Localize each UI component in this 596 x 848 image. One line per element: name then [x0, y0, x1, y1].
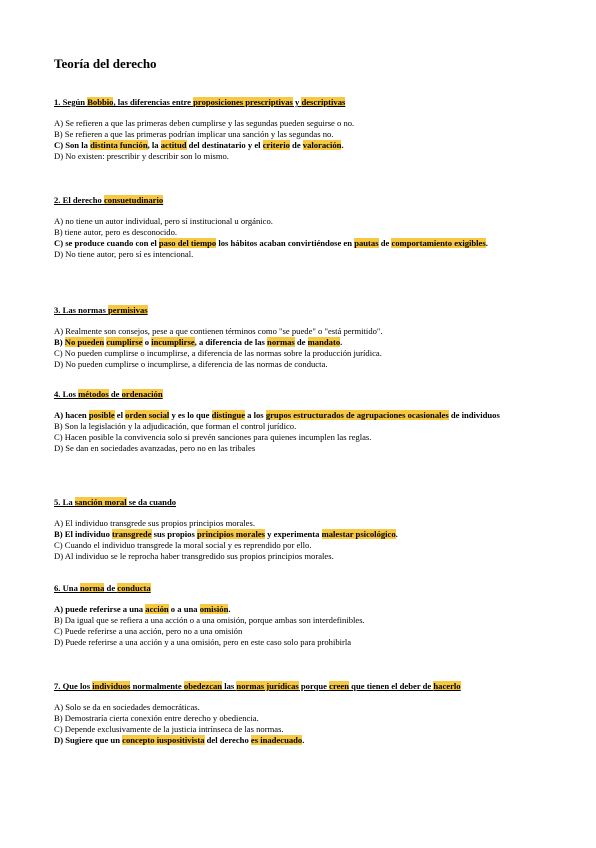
question-heading — [54, 195, 554, 206]
question-heading — [54, 681, 554, 692]
question-7 — [54, 681, 554, 746]
text-segment: . — [228, 604, 231, 614]
answer-option-correct — [54, 337, 554, 348]
highlighted-text: sanción moral — [74, 497, 127, 507]
question-heading — [54, 389, 554, 400]
text-segment: y es lo que — [169, 410, 212, 420]
highlighted-text: creen — [329, 681, 350, 691]
highlighted-text: acción — [145, 604, 169, 614]
text-segment: A) Solo se da en sociedades democráticas. — [54, 702, 200, 712]
answer-option — [54, 129, 554, 140]
highlighted-text: métodos — [78, 389, 109, 399]
answer-option — [54, 348, 554, 359]
highlighted-text: hacerlo — [433, 681, 461, 691]
answer-option — [54, 518, 554, 529]
question-2 — [54, 195, 554, 260]
text-segment: B) El individuo — [54, 529, 113, 539]
text-segment: C) Hacen posible la convivencia solo si prevén sanciones para quienes incumplen las reglas. — [54, 432, 372, 442]
text-segment: o — [142, 337, 152, 347]
text-segment: D) Puede referirse a una acción y a una omisión, pero en este caso solo para prohibirla — [54, 637, 352, 647]
text-segment: de individuos — [448, 410, 500, 420]
answer-option — [54, 227, 554, 238]
answer-option — [54, 626, 554, 637]
text-segment: 5. La — [54, 497, 75, 507]
text-segment: C) Cuando el individuo transgrede la moral social y es reprendido por ello. — [54, 540, 312, 550]
highlighted-text: concepto iuspositivista — [122, 735, 205, 745]
text-segment: D) No pueden cumplirse o incumplirse, a diferencia de las normas de conducta. — [54, 359, 328, 369]
text-segment: C) Puede referirse a una acción, pero no a una omisión — [54, 626, 243, 636]
answer-option — [54, 551, 554, 562]
highlighted-text: comportamiento exigibles — [391, 238, 486, 248]
highlighted-text: paso del tiempo — [158, 238, 217, 248]
highlighted-text: incumplirse — [151, 337, 195, 347]
highlighted-text: pautas — [354, 238, 379, 248]
highlighted-text: permisivas — [107, 305, 148, 315]
answer-option-correct — [54, 604, 554, 615]
text-segment: de — [294, 337, 308, 347]
answer-option — [54, 702, 554, 713]
question-heading — [54, 497, 554, 508]
answer-option — [54, 421, 554, 432]
highlighted-text: transgrede — [112, 529, 152, 539]
answer-option — [54, 713, 554, 724]
answer-option — [54, 249, 554, 260]
text-segment: a los — [245, 410, 266, 420]
text-segment: de — [104, 583, 118, 593]
text-segment: B) Son la legislación y la adjudicación, que forman el control jurídico. — [54, 421, 297, 431]
text-segment: C) No pueden cumplirse o incumplirse, a diferencia de las normas sobre la producción jurídica. — [54, 348, 382, 358]
text-segment: 4. Los — [54, 389, 79, 399]
text-segment: 1. Según — [54, 97, 88, 107]
highlighted-text: descriptivas — [301, 97, 346, 107]
text-segment: que tienen el deber de — [349, 681, 434, 691]
highlighted-text: normas — [267, 337, 295, 347]
text-segment: A) Se refieren a que las primeras deben cumplirse y las segundas pueden seguirse o no. — [54, 118, 355, 128]
text-segment: los hábitos acaban convirtiéndose en — [216, 238, 355, 248]
text-segment: D) Sugiere que un — [54, 735, 123, 745]
text-segment: D) Se dan en sociedades avanzadas, pero no en las tribales — [54, 443, 256, 453]
text-segment: porque — [298, 681, 330, 691]
text-segment: el — [114, 410, 126, 420]
answer-option — [54, 443, 554, 454]
text-segment: . — [341, 140, 344, 150]
text-segment: C) se produce cuando con el — [54, 238, 159, 248]
text-segment: B) tiene autor, pero es desconocido. — [54, 227, 178, 237]
text-segment: 2. El derecho — [54, 195, 104, 205]
text-segment: y — [292, 97, 302, 107]
question-heading — [54, 97, 554, 108]
answer-option-correct — [54, 238, 554, 249]
text-segment: 6. Una — [54, 583, 81, 593]
text-segment: A) no tiene un autor individual, pero sí institucional u orgánico. — [54, 216, 273, 226]
text-segment: . — [340, 337, 343, 347]
answer-option — [54, 724, 554, 735]
text-segment: 3. Las normas — [54, 305, 108, 315]
text-segment: las — [222, 681, 237, 691]
highlighted-text: proposiciones prescriptivas — [193, 97, 293, 107]
text-segment: y experimenta — [265, 529, 322, 539]
text-segment: o a una — [168, 604, 200, 614]
highlighted-text: malestar psicológico — [321, 529, 396, 539]
answer-option — [54, 118, 554, 129]
highlighted-text: es inadecuado — [250, 735, 303, 745]
highlighted-text: posible — [88, 410, 115, 420]
text-segment: D) Al individuo se le reprocha haber transgredido sus propios principios morales. — [54, 551, 334, 561]
highlighted-text: principios morales — [196, 529, 266, 539]
text-segment: B) — [54, 337, 65, 347]
highlighted-text: criterio — [262, 140, 290, 150]
text-segment: B) Demostraría cierta conexión entre derecho y obediencia. — [54, 713, 259, 723]
highlighted-text: omisión — [199, 604, 229, 614]
highlighted-text: conducta — [117, 583, 151, 593]
text-segment: A) El individuo transgrede sus propios principios morales. — [54, 518, 255, 528]
answer-option — [54, 216, 554, 227]
text-segment: B) Da igual que se refiera a una acción o a una omisión, porque ambas son interdefinibles. — [54, 615, 365, 625]
highlighted-text: consuetudinario — [103, 195, 164, 205]
highlighted-text: cumplirse — [106, 337, 143, 347]
text-segment: A) hacen — [54, 410, 89, 420]
text-segment: de — [289, 140, 303, 150]
question-5 — [54, 497, 554, 562]
text-segment: A) puede referirse a una — [54, 604, 146, 614]
text-segment: se da cuando — [126, 497, 177, 507]
text-segment: C) Depende exclusivamente de la justicia intrínseca de las normas. — [54, 724, 284, 734]
highlighted-text: norma — [80, 583, 105, 593]
question-heading — [54, 305, 554, 316]
text-segment: del destinatario y el — [186, 140, 263, 150]
highlighted-text: orden social — [125, 410, 170, 420]
text-segment: sus propios — [151, 529, 197, 539]
highlighted-text: obedezcan — [183, 681, 223, 691]
text-segment: A) Realmente son consejos, pese a que contienen términos como "se puede" o "está permitido". — [54, 326, 383, 336]
question-4 — [54, 389, 554, 454]
answer-option-correct — [54, 410, 554, 421]
text-segment: , las diferencias entre — [113, 97, 194, 107]
highlighted-text: distinta función — [90, 140, 148, 150]
text-segment: , a diferencia de las — [194, 337, 268, 347]
answer-option — [54, 326, 554, 337]
text-segment: del derecho — [204, 735, 251, 745]
highlighted-text: mandato — [307, 337, 341, 347]
highlighted-text: normas jurídicas — [236, 681, 299, 691]
highlighted-text: actitud — [160, 140, 187, 150]
highlighted-text: distingue — [211, 410, 246, 420]
page-title: Teoría del derecho — [54, 56, 157, 71]
answer-option — [54, 540, 554, 551]
question-6 — [54, 583, 554, 648]
answer-option — [54, 637, 554, 648]
question-1 — [54, 97, 554, 162]
highlighted-text: ordenación — [121, 389, 163, 399]
answer-option — [54, 615, 554, 626]
text-segment: , la — [147, 140, 161, 150]
text-segment: 7. Que los — [54, 681, 93, 691]
text-segment: de — [378, 238, 392, 248]
text-segment: C) Son la — [54, 140, 91, 150]
answer-option — [54, 359, 554, 370]
text-segment: B) Se refieren a que las primeras podrían implicar una sanción y las segundas no. — [54, 129, 334, 139]
highlighted-text: No pueden — [64, 337, 105, 347]
highlighted-text: valoración — [302, 140, 342, 150]
highlighted-text: individuos — [92, 681, 131, 691]
answer-option-correct — [54, 140, 554, 151]
answer-option — [54, 432, 554, 443]
text-segment: normalmente — [130, 681, 184, 691]
highlighted-text: Bobbio — [87, 97, 114, 107]
text-segment: D) No existen: prescribir y describir son lo mismo. — [54, 151, 229, 161]
question-3 — [54, 305, 554, 370]
highlighted-text: grupos estructurados de agrupaciones ocasionales — [265, 410, 449, 420]
text-segment: . — [485, 238, 488, 248]
text-segment: . — [395, 529, 398, 539]
text-segment: . — [302, 735, 305, 745]
answer-option-correct — [54, 529, 554, 540]
answer-option-correct — [54, 735, 554, 746]
answer-option — [54, 151, 554, 162]
question-heading — [54, 583, 554, 594]
text-segment: de — [108, 389, 122, 399]
text-segment: D) No tiene autor, pero sí es intencional. — [54, 249, 194, 259]
